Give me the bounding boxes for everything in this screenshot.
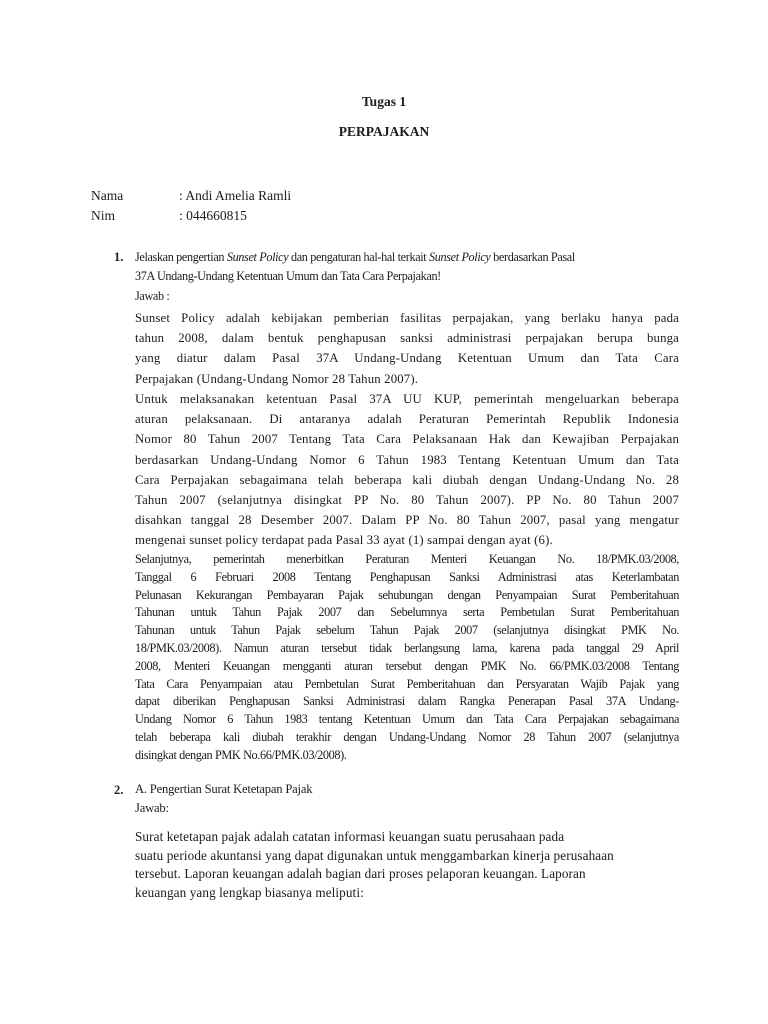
paragraph-line: dapat diberikan Penghapusan Sanksi Administrasi dalam Rangka Penerapan Pasal 37A Undang- [135, 694, 679, 709]
paragraph-line: tahun 2008, dalam bentuk penghapusan sanksi administrasi perpajakan berupa bunga [135, 331, 679, 346]
sunset-policy-term: Sunset Policy [429, 250, 491, 264]
paragraph-line: aturan pelaksanaan. Di antaranya adalah Peraturan Pemerintah Republik Indonesia [135, 412, 679, 427]
question-1-part: Jelaskan pengertian [135, 250, 227, 264]
answer-2-paragraph [135, 828, 695, 902]
paragraph-line: disingkat dengan PMK No.66/PMK.03/2008). [135, 747, 347, 762]
paragraph-line: Nomor 80 Tahun 2007 Tentang Tata Cara Pelaksanaan Hak dan Kewajiban Perpajakan [135, 432, 679, 447]
name-label: Nama [91, 188, 124, 203]
paragraph-line: Tahunan untuk Tahun Pajak sebelum Tahun Pajak 2007 (selanjutnya disingkat PMK No. [135, 623, 679, 638]
question-1-line: 37A Undang-Undang Ketentuan Umum dan Tata Cara Perpajakan! [135, 269, 441, 284]
question-1-line [135, 248, 679, 267]
question-1-text [135, 248, 679, 306]
paragraph-line: Tata Cara Penyampaian atau Pembetulan Surat Pemberitahuan dan Persyaratan Wajib Pajak yang [135, 676, 679, 691]
answer-1-paragraph-1 [135, 308, 679, 389]
question-1-part: berdasarkan Pasal [490, 250, 575, 264]
paragraph-line: telah beberapa kali diubah terakhir dengan Undang-Undang Nomor 28 Tahun 2007 (selanjutnya [135, 729, 679, 744]
question-2-number: 2. [114, 783, 124, 797]
identity-nim-row [91, 208, 247, 226]
paragraph-line: Tanggal 6 Februari 2008 Tentang Penghapusan Sanksi Administrasi atas Keterlambatan [135, 569, 679, 584]
identity-name-row [91, 188, 291, 206]
answer-1-label: Jawab : [135, 288, 170, 303]
paragraph-line: disahkan tanggal 28 Desember 2007. Dalam PP No. 80 Tahun 2007, pasal yang mengatur [135, 513, 679, 528]
paragraph-line: Tahunan untuk Tahun Pajak 2007 dan Sebelumnya serta Pembetulan Surat Pemberitahuan [135, 605, 679, 620]
question-1-number: 1. [114, 250, 124, 264]
document-subtitle: PERPAJAKAN [338, 124, 430, 139]
question-2-text [135, 780, 679, 818]
answer-1-paragraph-3 [135, 551, 679, 765]
paragraph-line: suatu periode akuntansi yang dapat digunakan untuk menggambarkan kinerja perusahaan [135, 847, 614, 863]
answer-2-label: Jawab: [135, 801, 169, 815]
paragraph-line: Sunset Policy adalah kebijakan pemberian fasilitas perpajakan, yang berlaku hanya pada [135, 311, 679, 325]
paragraph-line: mengenai sunset policy terdapat pada Pasal 33 ayat (1) sampai dengan ayat (6). [135, 533, 553, 548]
paragraph-line: 2008, Menteri Keuangan mengganti aturan tersebut dengan PMK No. 66/PMK.03/2008 Tentang [135, 658, 679, 673]
paragraph-line: Tahun 2007 (selanjutnya disingkat PP No. 80 Tahun 2007). PP No. 80 Tahun 2007 [135, 493, 679, 508]
paragraph-line: Surat ketetapan pajak adalah catatan informasi keuangan suatu perusahaan pada [135, 829, 565, 844]
paragraph-line: Pelunasan Kekurangan Pembayaran Pajak sehubungan dengan Penyampaian Surat Pemberitahuan [135, 587, 679, 602]
answer-1-paragraph-2 [135, 389, 679, 551]
name-value: : Andi Amelia Ramli [179, 188, 292, 203]
nim-value: : 044660815 [179, 208, 247, 223]
paragraph-line: berdasarkan Undang-Undang Nomor 6 Tahun 1983 Tentang Ketentuan Umum dan Tata [135, 452, 679, 467]
question-2-line: A. Pengertian Surat Ketetapan Pajak [135, 782, 313, 796]
paragraph-line: 18/PMK.03/2008). Namun aturan tersebut tidak berlangsung lama, karena pada tanggal 29 April [135, 640, 679, 655]
paragraph-line: Selanjutnya, pemerintah menerbitkan Peraturan Menteri Keuangan No. 18/PMK.03/2008, [135, 552, 679, 566]
document-title: Tugas 1 [361, 94, 407, 109]
paragraph-line: tersebut. Laporan keuangan adalah bagian dari proses pelaporan keuangan. Laporan [135, 866, 586, 881]
paragraph-line: Untuk melaksanakan ketentuan Pasal 37A UU KUP, pemerintah mengeluarkan beberapa [135, 392, 679, 406]
sunset-policy-term: Sunset Policy [226, 250, 289, 264]
paragraph-line: Perpajakan (Undang-Undang Nomor 28 Tahun 2007). [135, 371, 419, 386]
question-1-part: dan pengaturan hal-hal terkait [288, 250, 430, 264]
paragraph-line: Cara Perpajakan sebagaimana telah beberapa kali diubah dengan Undang-Undang No. 28 [135, 472, 679, 487]
nim-label: Nim [91, 208, 116, 223]
paragraph-line: keuangan yang lengkap biasanya meliputi: [135, 884, 364, 900]
paragraph-line: yang diatur dalam Pasal 37A Undang-Undang Ketentuan Umum dan Tata Cara [135, 351, 679, 366]
paragraph-line: Undang Nomor 6 Tahun 1983 tentang Ketentuan Umum dan Tata Cara Perpajakan sebagaimana [135, 712, 679, 727]
